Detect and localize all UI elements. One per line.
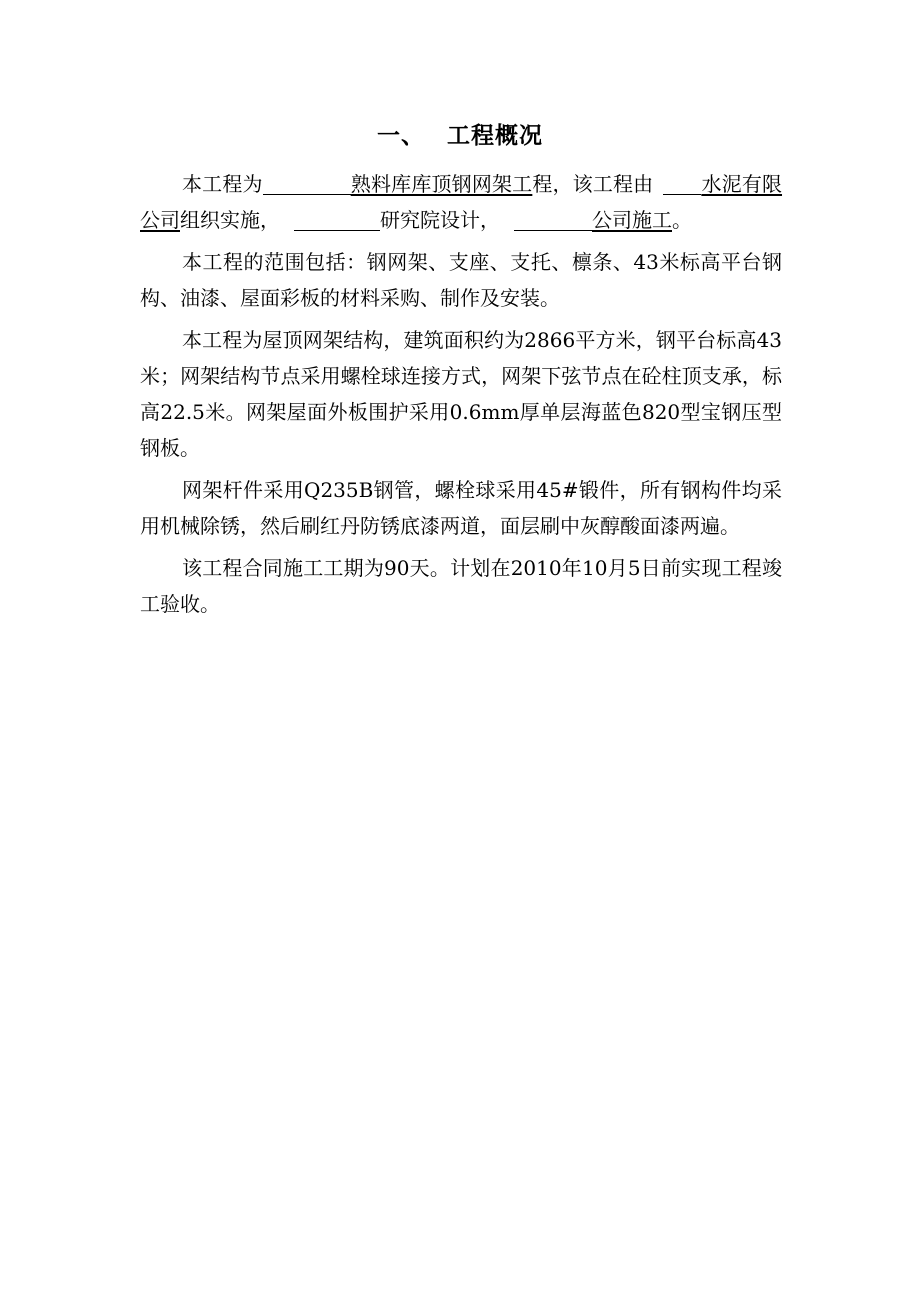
p1-text-a: 程，该工程由 (532, 172, 654, 196)
project-name: 熟料库库顶钢网架工 (350, 172, 533, 196)
builder-company: 公司施工 (592, 208, 672, 232)
paragraph-scope: 本工程的范围包括：钢网架、支座、支托、檩条、43米标高平台钢构、油漆、屋面彩板的材料采购、制作及安装。 (140, 250, 782, 310)
owner-company: 水泥有限公司 (140, 172, 783, 232)
paragraph-structure: 本工程为屋顶网架结构，建筑面积约为2866平方米，钢平台标高43米；网架结构节点采用螺栓球连接方式，网架下弦节点在砼柱顶支承，标高22.5米。网架屋面外板围护采用0.6mm厚单层海蓝色820型宝钢压型钢板。 (140, 328, 782, 460)
section-heading: 工程概况 (447, 123, 543, 149)
p1-end: 。 (672, 208, 692, 232)
section-title (0, 120, 920, 152)
blank-field-project-prefix (263, 170, 351, 195)
blank-field-builder (514, 206, 592, 231)
paragraph-materials: 网架杆件采用Q235B钢管，螺栓球采用45#锻件，所有钢构件均采用机械除锈，然后刷红丹防锈底漆两道，面层刷中灰醇酸面漆两遍。 (140, 478, 782, 538)
section-number: 一、 (377, 123, 425, 149)
p1-text-c: 研究院设计， (380, 208, 500, 232)
p1-intro: 本工程为 (182, 172, 263, 196)
blank-field-owner (663, 170, 701, 195)
paragraph-schedule: 该工程合同施工工期为90天。计划在2010年10月5日前实现工程竣工验收。 (140, 556, 782, 616)
p1-text-b: 组织实施， (180, 208, 280, 232)
blank-field-designer (294, 206, 380, 231)
document-body (140, 166, 782, 628)
paragraph-project-parties (140, 166, 782, 238)
